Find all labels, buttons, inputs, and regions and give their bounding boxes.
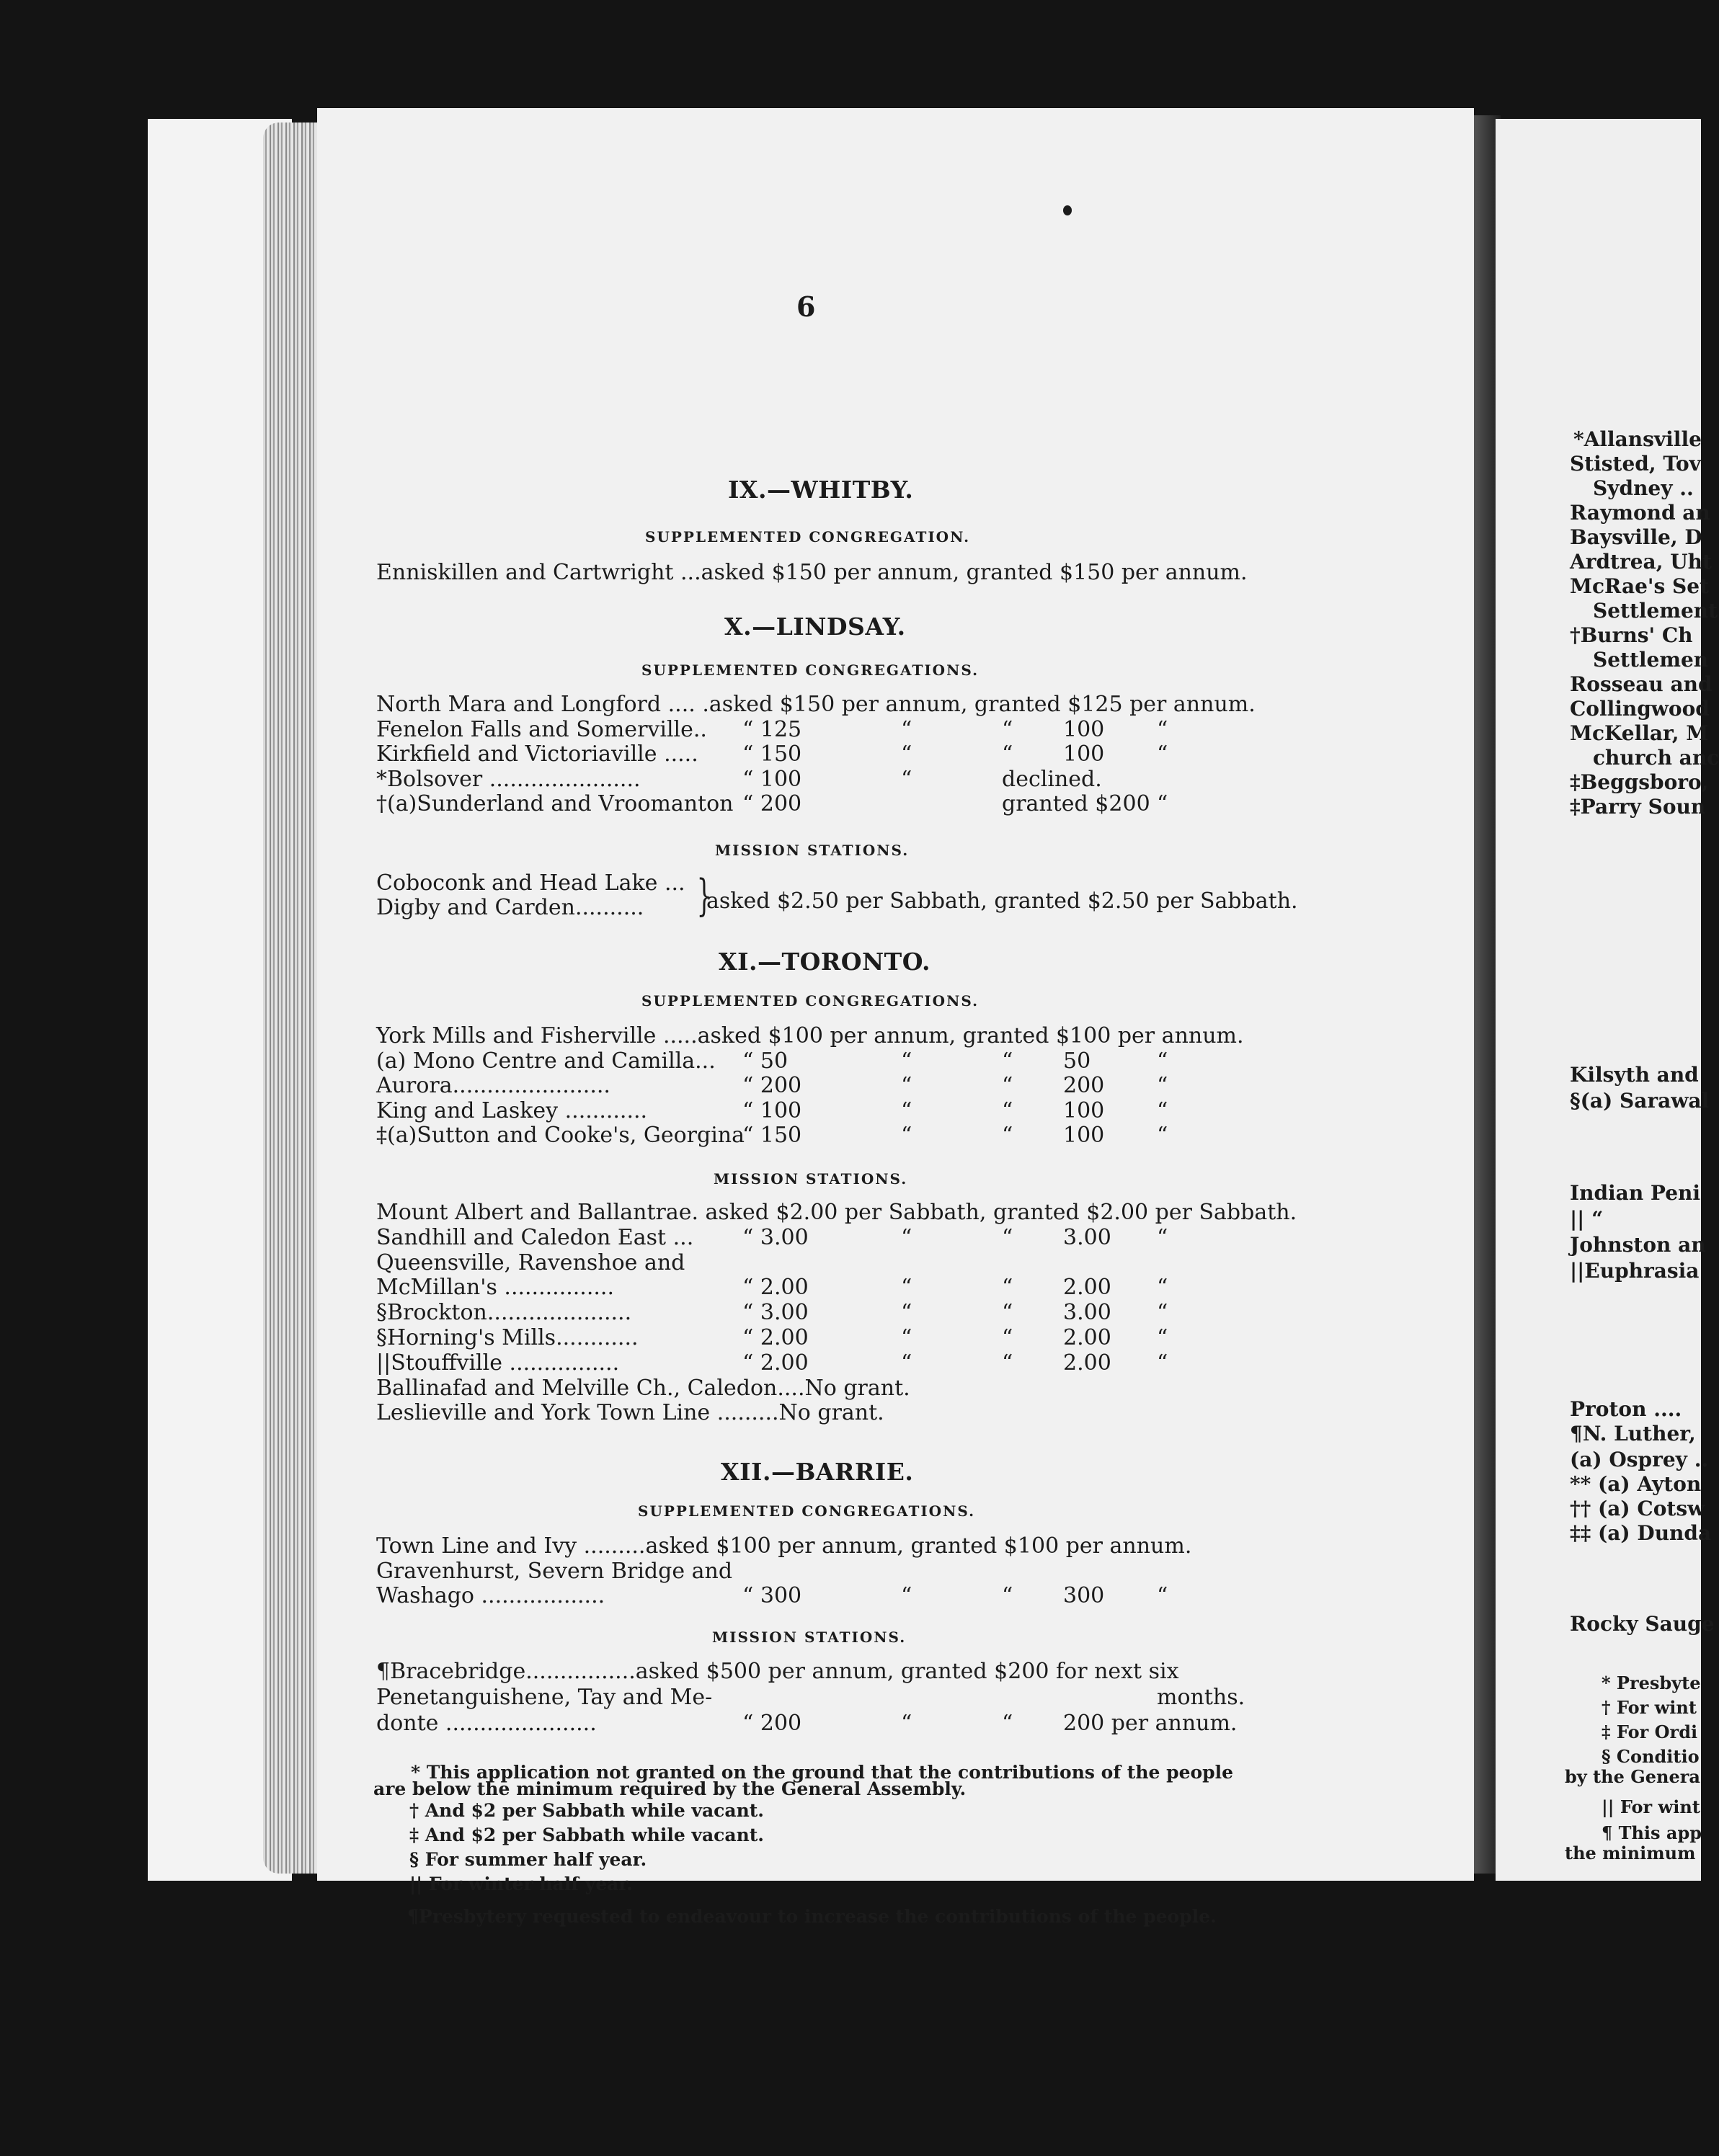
right-page-line: Rosseau and <box>1570 672 1713 696</box>
right-page-line: *Allansville <box>1573 427 1702 451</box>
entry-cell-c1: “ <box>901 1275 912 1301</box>
entry-line: North Mara and Longford .... .asked $150 per annum, granted $125 per annum. <box>376 692 1256 717</box>
entry-cell-asked: “ 200 <box>742 1073 802 1098</box>
entry-line: Ballinafad and Melville Ch., Caledon....No grant. <box>376 1375 910 1401</box>
right-page-line: † For wint <box>1602 1697 1697 1718</box>
right-page-line: * Presbyte <box>1602 1672 1701 1693</box>
right-page-line: Kilsyth and <box>1570 1063 1699 1087</box>
entry-cell-granted: 300 <box>1063 1583 1105 1608</box>
entry-cell-c1: “ <box>901 1224 912 1250</box>
entry-line: §Horning's Mills............ <box>376 1325 639 1350</box>
footnote: ‡ And $2 per Sabbath while vacant. <box>409 1825 765 1845</box>
entry-cell-asked: “ 50 <box>742 1048 789 1074</box>
entry-line: ¶Bracebridge................asked $500 per annum, granted $200 for next six <box>376 1659 1179 1684</box>
entry-line: ||Stouffville ................ <box>376 1350 620 1376</box>
entry-cell-asked: “ 100 <box>742 766 802 792</box>
entry-cell-c2: “ <box>1002 1073 1013 1098</box>
entry-cell-c2: declined. <box>1002 766 1102 792</box>
entry-cell-c1: “ <box>901 766 912 792</box>
entry-line: Leslieville and York Town Line .........No grant. <box>376 1400 884 1426</box>
entry-cell-c2: “ <box>1002 1275 1013 1301</box>
right-page-line: ‡Parry Soun <box>1570 795 1706 819</box>
entry-cell-c3: “ <box>1157 1583 1168 1608</box>
entry-cell-asked: “ 150 <box>742 741 802 767</box>
entry-cell-c3: “ <box>1157 1350 1168 1376</box>
section-heading-lindsay: X.—LINDSAY. <box>724 612 906 641</box>
section-heading-barrie: XII.—BARRIE. <box>721 1458 914 1486</box>
entry-cell-c3: “ <box>1157 1224 1168 1250</box>
right-page-line: Johnston an <box>1570 1233 1706 1257</box>
entry-line: Gravenhurst, Severn Bridge and <box>376 1558 733 1584</box>
entry-cell-c1: “ <box>901 1097 912 1123</box>
entry-cell-c2: “ <box>1002 741 1013 767</box>
entry-line: ‡(a)Sutton and Cooke's, Georgina <box>376 1123 745 1148</box>
right-page-line: †† (a) Cotsw <box>1570 1497 1705 1520</box>
brace-mark: } <box>696 870 712 921</box>
entry-line: Washago .................. <box>376 1583 605 1608</box>
right-page-line: (a) Osprey .. <box>1570 1448 1709 1471</box>
subheading: MISSION STATIONS. <box>714 1170 908 1188</box>
section-heading-whitby: IX.—WHITBY. <box>728 476 914 504</box>
entry-cell-asked: “ 300 <box>742 1583 802 1608</box>
entry-cell-c3: “ <box>1157 1097 1168 1123</box>
entry-line: Penetanguishene, Tay and Me- <box>376 1685 713 1710</box>
ink-speck <box>1063 205 1072 215</box>
entry-cell-asked: “ 2.00 <box>742 1275 809 1301</box>
entry-line: donte ...................... <box>376 1711 597 1736</box>
entry-cell-c2: granted $200 <box>1002 791 1150 816</box>
entry-cell-asked: “ 3.00 <box>742 1300 809 1326</box>
entry-cell-asked: “ 200 <box>742 1711 802 1736</box>
subheading: SUPPLEMENTED CONGREGATIONS. <box>638 1502 976 1520</box>
entry-cell-granted: 100 <box>1063 741 1105 767</box>
right-page-line: McKellar, M <box>1570 721 1709 745</box>
entry-line: (a) Mono Centre and Camilla... <box>376 1048 716 1074</box>
entry-line: Queensville, Ravenshoe and <box>376 1250 685 1275</box>
entry-cell-granted: 100 <box>1063 1097 1105 1123</box>
entry-cell-c3: months. <box>1157 1685 1245 1710</box>
right-page-line: McRae's Set <box>1570 574 1709 598</box>
right-page-line: ‡ For Ordi <box>1602 1721 1698 1742</box>
entry-cell-c1: “ <box>901 1711 912 1736</box>
entry-cell-granted: 200 per annum. <box>1063 1711 1238 1736</box>
right-page-line: || “ <box>1570 1207 1604 1231</box>
entry-cell-c2: “ <box>1002 1711 1013 1736</box>
entry-line: *Bolsover ...................... <box>376 766 641 792</box>
right-page <box>1496 119 1719 1881</box>
entry-cell-c2: “ <box>1002 1325 1013 1350</box>
entry-cell-asked: “ 2.00 <box>742 1350 809 1376</box>
entry-cell-c3: “ <box>1157 1325 1168 1350</box>
right-page-line: Baysville, D <box>1570 525 1702 549</box>
entry-cell-asked: “ 200 <box>742 791 802 816</box>
footnote: are below the minimum required by the General Assembly. <box>373 1778 967 1799</box>
right-page-line: Collingwood <box>1570 697 1710 721</box>
right-page-line: ‡Beggsboro, <box>1570 770 1709 794</box>
entry-cell-granted: 3.00 <box>1063 1224 1111 1250</box>
entry-cell-c2: “ <box>1002 1097 1013 1123</box>
entry-cell-granted: 2.00 <box>1063 1325 1111 1350</box>
entry-cell-c3: “ <box>1157 1300 1168 1326</box>
right-page-line: †Burns' Ch <box>1570 623 1693 647</box>
entry-line: Coboconk and Head Lake ... <box>376 870 685 896</box>
entry-cell-asked: “ 125 <box>742 716 802 742</box>
entry-cell-granted: 100 <box>1063 716 1105 742</box>
right-page-line: ** (a) Ayton <box>1570 1472 1702 1496</box>
entry-cell-c2: “ <box>1002 1300 1013 1326</box>
entry-cell-granted: 100 <box>1063 1123 1105 1148</box>
right-page-line: ¶ This app <box>1602 1822 1702 1843</box>
entry-line: §Brockton..................... <box>376 1300 632 1326</box>
entry-cell-c3: “ <box>1157 1048 1168 1074</box>
entry-line: Enniskillen and Cartwright ...asked $150 per annum, granted $150 per annum. <box>376 560 1248 585</box>
right-page-line: Sydney .. <box>1593 476 1694 500</box>
right-page-line: church anc <box>1593 746 1719 770</box>
entry-cell-c3: “ <box>1157 1123 1168 1148</box>
entry-cell-c3: “ <box>1157 716 1168 742</box>
entry-line: Mount Albert and Ballantrae. asked $2.00 per Sabbath, granted $2.00 per Sabbath. <box>376 1200 1297 1225</box>
entry-line: Fenelon Falls and Somerville.. <box>376 716 707 742</box>
footnote: || For winter half year. <box>409 1874 633 1894</box>
page-number: 6 <box>796 290 816 323</box>
right-page-line: Settlement <box>1593 599 1718 623</box>
entry-cell-c1: “ <box>901 1048 912 1074</box>
entry-cell-c3: “ <box>1157 1275 1168 1301</box>
right-page-line: § Conditio <box>1602 1746 1700 1767</box>
entry-cell-asked: “ 100 <box>742 1097 802 1123</box>
entry-cell-granted: 2.00 <box>1063 1350 1111 1376</box>
right-page-line: ||Euphrasia <box>1570 1259 1700 1283</box>
entry-cell-asked: “ 3.00 <box>742 1224 809 1250</box>
entry-cell-c1: “ <box>901 1350 912 1376</box>
entry-cell-c1: “ <box>901 1325 912 1350</box>
page-stack-edges <box>263 122 321 1874</box>
right-page-line: Indian Peni <box>1570 1181 1701 1205</box>
footnote: ¶Presbytery requested to endeavour to increase the contributions of the people. <box>407 1906 1217 1927</box>
entry-line: Aurora....................... <box>376 1073 610 1098</box>
right-page-line: ‡‡ (a) Dunda <box>1570 1521 1712 1545</box>
right-page-line: Rocky Sauge <box>1570 1612 1715 1636</box>
entry-cell-asked: “ 2.00 <box>742 1325 809 1350</box>
footnote: † And $2 per Sabbath while vacant. <box>409 1800 765 1821</box>
entry-line: Town Line and Ivy .........asked $100 per annum, granted $100 per annum. <box>376 1533 1192 1559</box>
entry-line: Digby and Carden.......... <box>376 895 644 920</box>
right-page-line: Stisted, Tov <box>1570 452 1701 476</box>
subheading: SUPPLEMENTED CONGREGATIONS. <box>641 662 980 679</box>
entry-cell-c3: “ <box>1157 791 1168 816</box>
entry-cell-c1: “ <box>901 1300 912 1326</box>
entry-cell-c1: “ <box>901 716 912 742</box>
entry-cell-c3: “ <box>1157 741 1168 767</box>
entry-line: †(a)Sunderland and Vroomanton <box>376 791 734 816</box>
entry-cell-c2: “ <box>1002 1224 1013 1250</box>
subheading: SUPPLEMENTED CONGREGATION. <box>645 528 971 545</box>
right-page-line: || For wint <box>1602 1796 1700 1817</box>
entry-cell-granted: 2.00 <box>1063 1275 1111 1301</box>
section-heading-toronto: XI.—TORONTO. <box>719 948 931 976</box>
subheading: MISSION STATIONS. <box>715 842 910 859</box>
entry-terms: asked $2.50 per Sabbath, granted $2.50 per Sabbath. <box>706 888 1298 914</box>
right-page-line: the minimum <box>1565 1843 1696 1863</box>
entry-cell-granted: 50 <box>1063 1048 1091 1074</box>
right-page-line: Settlemen <box>1593 648 1709 672</box>
right-page-line: §(a) Sarawal <box>1570 1089 1710 1113</box>
entry-line: York Mills and Fisherville .....asked $100 per annum, granted $100 per annum. <box>376 1023 1244 1048</box>
right-page-line: by the Genera <box>1565 1766 1700 1787</box>
entry-cell-granted: 3.00 <box>1063 1300 1111 1326</box>
footnote: * This application not granted on the ground that the contributions of the people <box>411 1762 1234 1783</box>
right-page-line: ¶N. Luther, <box>1570 1422 1696 1446</box>
entry-cell-c1: “ <box>901 741 912 767</box>
entry-cell-c1: “ <box>901 1073 912 1098</box>
right-page-line: Raymond an <box>1570 501 1710 525</box>
entry-line: McMillan's ................ <box>376 1275 614 1301</box>
entry-cell-c2: “ <box>1002 1583 1013 1608</box>
entry-line: Sandhill and Caledon East ... <box>376 1224 694 1250</box>
subheading: MISSION STATIONS. <box>712 1629 907 1646</box>
entry-cell-c1: “ <box>901 1583 912 1608</box>
entry-cell-c2: “ <box>1002 1048 1013 1074</box>
right-page-line: Proton .... <box>1570 1397 1682 1421</box>
entry-cell-c2: “ <box>1002 1350 1013 1376</box>
entry-line: Kirkfield and Victoriaville ..... <box>376 741 698 767</box>
entry-cell-c3: “ <box>1157 1073 1168 1098</box>
entry-cell-c1: “ <box>901 1123 912 1148</box>
subheading: SUPPLEMENTED CONGREGATIONS. <box>641 992 980 1010</box>
entry-cell-c2: “ <box>1002 716 1013 742</box>
document-page <box>317 108 1474 1927</box>
right-page-line: Ardtrea, Uht <box>1570 550 1712 574</box>
footnote: § For summer half year. <box>409 1849 647 1870</box>
entry-cell-c2: “ <box>1002 1123 1013 1148</box>
entry-line: King and Laskey ............ <box>376 1097 648 1123</box>
entry-cell-granted: 200 <box>1063 1073 1105 1098</box>
entry-cell-asked: “ 150 <box>742 1123 802 1148</box>
